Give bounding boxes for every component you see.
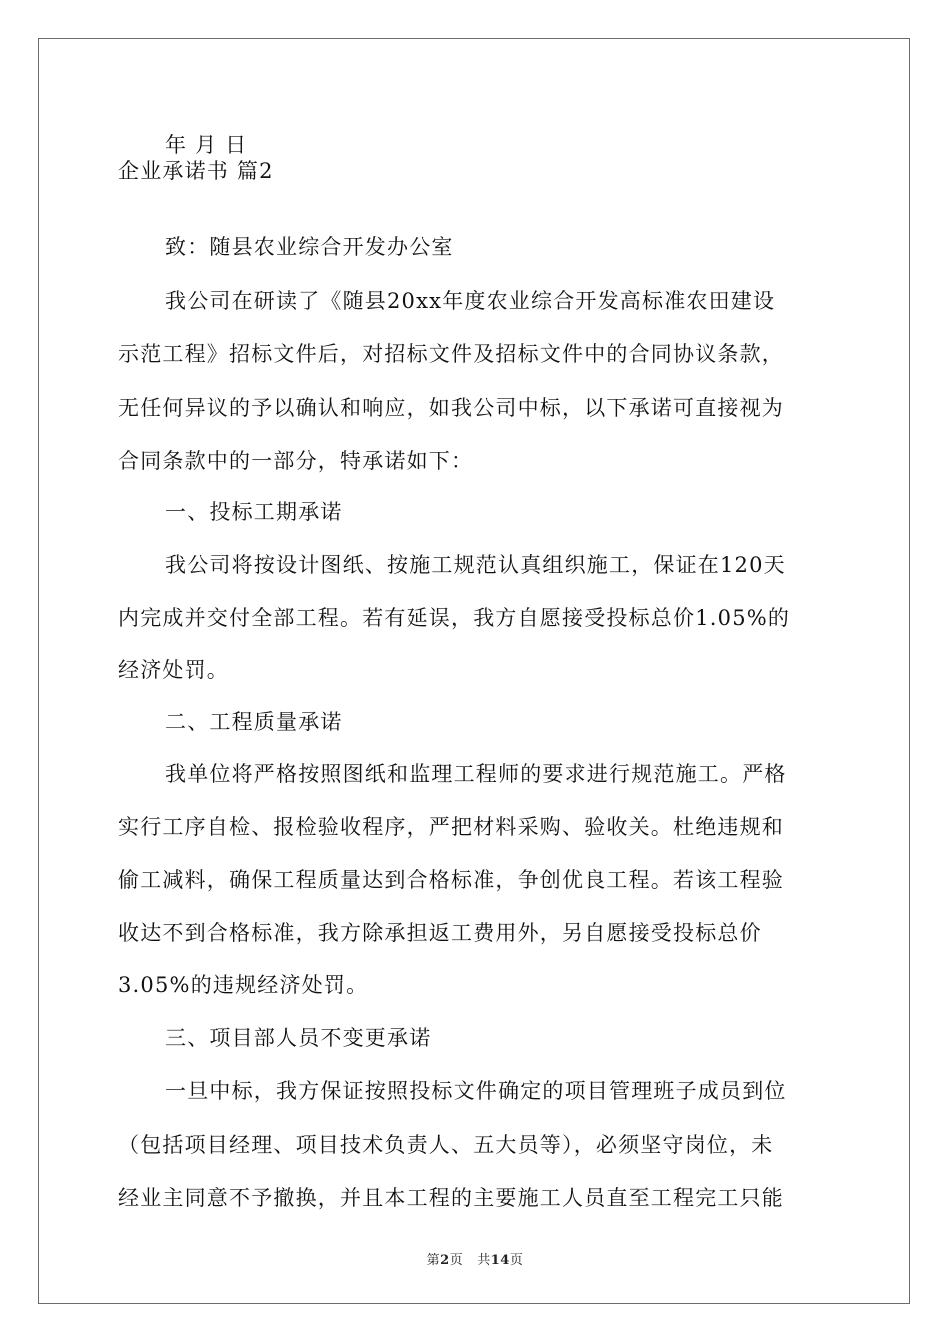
paragraph-line: 合同条款中的一部分，特承诺如下： xyxy=(118,449,474,473)
date-line: 年 月 日 xyxy=(165,133,248,157)
paragraph-line: 我公司在研读了《随县20xx年度农业综合开发高标准农田建设 xyxy=(165,289,776,313)
paragraph-line: 经业主同意不予撤换，并且本工程的主要施工人员直至工程完工只能 xyxy=(118,1186,784,1210)
section-title: 企业承诺书 篇2 xyxy=(118,159,274,183)
total-prefix: 共 xyxy=(477,1253,491,1268)
page-footer xyxy=(0,1249,950,1268)
page-number: 2 xyxy=(440,1253,450,1268)
section-heading: 三、项目部人员不变更承诺 xyxy=(165,1026,432,1050)
paragraph-line: 偷工减料，确保工程质量达到合格标准，争创优良工程。若该工程验 xyxy=(118,868,784,892)
section-heading: 二、工程质量承诺 xyxy=(165,710,343,734)
paragraph-line: 内完成并交付全部工程。若有延误，我方自愿接受投标总价1.05%的 xyxy=(118,606,791,630)
paragraph-line: 我公司将按设计图纸、按施工规范认真组织施工，保证在120天 xyxy=(165,553,786,577)
paragraph-line: 一旦中标，我方保证按照投标文件确定的项目管理班子成员到位 xyxy=(165,1079,787,1103)
page-suffix: 页 xyxy=(449,1253,464,1268)
total-pages: 14 xyxy=(490,1253,510,1268)
paragraph-line: 3.05%的违规经济处罚。 xyxy=(118,973,369,997)
paragraph-line: （包括项目经理、项目技术负责人、五大员等），必须坚守岗位，未 xyxy=(118,1133,774,1157)
paragraph-line: 收达不到合格标准，我方除承担返工费用外，另自愿接受投标总价 xyxy=(118,921,762,945)
paragraph-line: 实行工序自检、报检验收程序，严把材料采购、验收关。杜绝违规和 xyxy=(118,815,784,839)
total-suffix: 页 xyxy=(509,1253,524,1268)
section-heading: 一、投标工期承诺 xyxy=(165,500,343,524)
paragraph-line: 无任何异议的予以确认和响应，如我公司中标，以下承诺可直接视为 xyxy=(118,396,784,420)
addressee: 致：随县农业综合开发办公室 xyxy=(165,235,454,259)
paragraph-line: 经济处罚。 xyxy=(118,658,229,682)
paragraph-line: 我单位将严格按照图纸和监理工程师的要求进行规范施工。严格 xyxy=(165,762,787,786)
page-prefix: 第 xyxy=(426,1253,441,1268)
paragraph-line: 示范工程》招标文件后，对招标文件及招标文件中的合同协议条款， xyxy=(118,342,784,366)
